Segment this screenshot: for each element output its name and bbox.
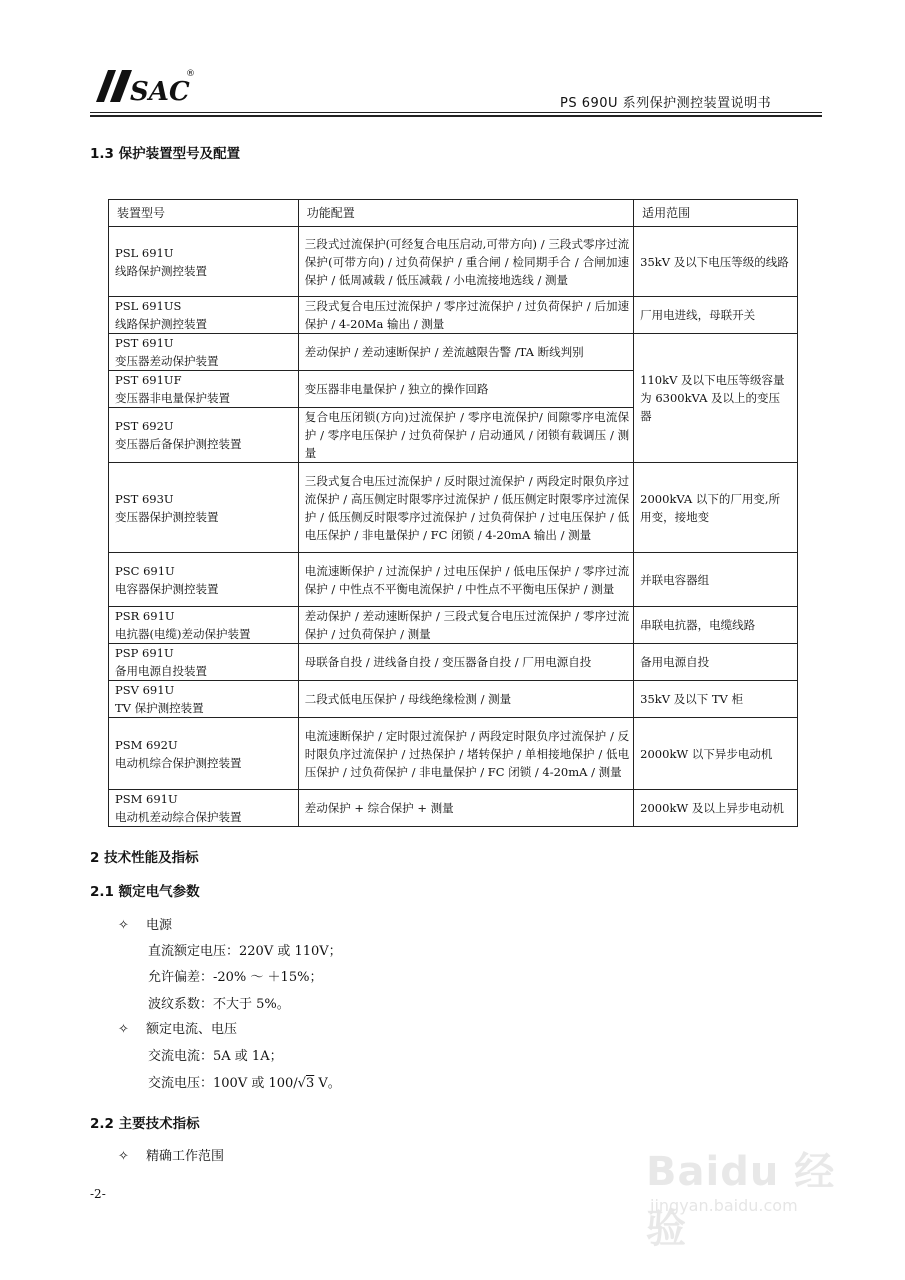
device-cell — [109, 371, 299, 408]
device-model: PST 691UF — [115, 373, 182, 387]
device-name: 电动机综合保护测控装置 — [115, 755, 242, 770]
svg-text:®: ® — [186, 69, 195, 79]
ac-voltage-suffix: V。 — [314, 1076, 341, 1091]
header-rule — [90, 112, 822, 113]
device-model: PSM 691U — [115, 792, 178, 806]
function-cell: 差动保护 / 差动速断保护 / 差流越限告警 /TA 断线判别 — [298, 334, 633, 371]
tolerance-line: 允许偏差：-20% ～ ＋15%； — [148, 970, 323, 985]
device-name: 电动机差动综合保护装置 — [115, 810, 242, 824]
device-model: PSL 691U — [115, 245, 174, 260]
precision-bullet — [118, 1145, 224, 1164]
ac-voltage-line — [148, 1072, 341, 1091]
function-cell: 母联备自投 / 进线备自投 / 变压器备自投 / 厂用电源自投 — [298, 644, 633, 681]
function-cell: 三段式复合电压过流保护 / 零序过流保护 / 过负荷保护 / 后加速保护 / 4-20Ma 输出 / 测量 — [298, 297, 633, 334]
device-cell — [109, 553, 299, 607]
device-cell — [109, 334, 299, 371]
table-row — [109, 681, 798, 718]
precision-label: 精确工作范围 — [146, 1149, 225, 1164]
scope-cell: 35kV 及以下 TV 柜 — [634, 681, 798, 718]
header-rule-thick — [90, 115, 822, 117]
device-model: PSV 691U — [115, 683, 175, 697]
col-header-scope: 适用范围 — [634, 200, 798, 227]
scope-cell: 2000kW 以下异步电动机 — [634, 718, 798, 790]
device-model: PSL 691US — [115, 299, 182, 313]
device-cell — [109, 644, 299, 681]
function-cell: 差动保护 / 差动速断保护 / 三段式复合电压过流保护 / 零序过流保护 / 过负荷保护 / 测量 — [298, 607, 633, 644]
device-cell — [109, 790, 299, 827]
function-cell: 电流速断保护 / 定时限过流保护 / 两段定时限负序过流保护 / 反时限负序过流保护 / 过热保护 / 堵转保护 / 单相接地保护 / 低电压保护 / 过负荷保护 / 非电量保护 / FC 闭锁 / 4-20mA / 测量 — [298, 718, 633, 790]
document-title: PS 690U 系列保护测控装置说明书 — [560, 96, 772, 111]
rated-label: 额定电流、电压 — [146, 1022, 238, 1037]
power-bullet — [118, 914, 172, 933]
rated-bullet — [118, 1018, 237, 1037]
device-cell — [109, 227, 299, 297]
power-label: 电源 — [146, 918, 173, 933]
scope-cell: 并联电容器组 — [634, 553, 798, 607]
device-model: PSM 692U — [115, 737, 178, 752]
table-row — [109, 607, 798, 644]
device-cell — [109, 607, 299, 644]
device-cell — [109, 718, 299, 790]
device-model: PSC 691U — [115, 563, 175, 578]
diamond-star-icon: ✧ — [118, 918, 129, 933]
sac-logo — [90, 62, 200, 108]
device-model: PST 692U — [115, 419, 174, 433]
device-cell — [109, 463, 299, 553]
function-cell: 复合电压闭锁(方向)过流保护 / 零序电流保护/ 间隙零序电流保护 / 零序电压保护 / 过负荷保护 / 启动通风 / 闭锁有载调压 / 测量 — [298, 408, 633, 463]
device-name: 变压器差动保护装置 — [115, 354, 219, 368]
diamond-star-icon: ✧ — [118, 1149, 129, 1164]
ac-current-line: 交流电流：5A 或 1A； — [148, 1049, 283, 1064]
sqrt-symbol: √3 — [297, 1076, 315, 1091]
scope-cell: 备用电源自投 — [634, 644, 798, 681]
scope-cell: 2000kW 及以上异步电动机 — [634, 790, 798, 827]
ac-voltage-prefix: 交流电压：100V 或 100/ — [148, 1076, 298, 1091]
table-row — [109, 297, 798, 334]
device-name: 变压器保护测控装置 — [115, 509, 219, 524]
device-cell — [109, 408, 299, 463]
section-1-3-title: 1.3 保护装置型号及配置 — [90, 146, 241, 162]
scope-cell: 35kV 及以下电压等级的线路 — [634, 227, 798, 297]
col-header-function: 功能配置 — [298, 200, 633, 227]
function-cell: 二段式低电压保护 / 母线绝缘检测 / 测量 — [298, 681, 633, 718]
device-cell — [109, 297, 299, 334]
device-name: 电容器保护测控装置 — [115, 581, 219, 596]
ripple-line: 波纹系数：不大于 5%。 — [148, 997, 290, 1012]
device-model: PSR 691U — [115, 609, 175, 623]
function-cell: 电流速断保护 / 过流保护 / 过电压保护 / 低电压保护 / 零序过流保护 / 中性点不平衡电流保护 / 中性点不平衡电压保护 / 测量 — [298, 553, 633, 607]
table-row — [109, 227, 798, 297]
device-name: 变压器非电量保护装置 — [115, 391, 230, 405]
device-name: TV 保护测控装置 — [115, 701, 204, 715]
device-cell — [109, 681, 299, 718]
table-row — [109, 463, 798, 553]
function-cell: 三段式过流保护(可经复合电压启动,可带方向) / 三段式零序过流保护(可带方向) / 过负荷保护 / 重合闸 / 检同期手合 / 合闸加速保护 / 低周减载 / 低压减载 / 小电流接地选线 / 测量 — [298, 227, 633, 297]
col-header-model: 装置型号 — [109, 200, 299, 227]
table-row — [109, 718, 798, 790]
device-model: PST 693U — [115, 491, 174, 506]
table-row — [109, 334, 798, 371]
device-model: PST 691U — [115, 336, 174, 350]
sqrt-arg: 3 — [305, 1076, 315, 1091]
scope-cell: 串联电抗器，电缆线路 — [634, 607, 798, 644]
watermark-url: jingyan.baidu.com — [650, 1196, 798, 1215]
watermark-brand: Baidu 经验 — [646, 1149, 836, 1252]
device-name: 电抗器(电缆)差动保护装置 — [115, 627, 251, 641]
function-cell: 差动保护 + 综合保护 + 测量 — [298, 790, 633, 827]
device-model: PSP 691U — [115, 646, 174, 660]
function-cell: 变压器非电量保护 / 独立的操作回路 — [298, 371, 633, 408]
scope-cell: 厂用电进线，母联开关 — [634, 297, 798, 334]
scope-cell: 2000kVA 以下的厂用变,所用变，接地变 — [634, 463, 798, 553]
device-config-table — [108, 199, 798, 827]
device-name: 变压器后备保护测控装置 — [115, 437, 242, 451]
device-name: 备用电源自投装置 — [115, 664, 207, 678]
diamond-star-icon: ✧ — [118, 1022, 129, 1037]
function-cell: 三段式复合电压过流保护 / 反时限过流保护 / 两段定时限负序过流保护 / 高压侧定时限零序过流保护 / 低压侧定时限零序过流保护 / 低压侧反时限零序过流保护 / 过负荷保护 / 过电压保护 / 低电压保护 / 非电量保护 / FC 闭锁 / 4-20mA 输出 / 测量 — [298, 463, 633, 553]
section-2-1-title: 2.1 额定电气参数 — [90, 884, 200, 900]
table-row — [109, 553, 798, 607]
device-name: 线路保护测控装置 — [115, 317, 207, 331]
scope-cell: 110kV 及以下电压等级容量为 6300kVA 及以上的变压器 — [634, 334, 798, 463]
table-row — [109, 644, 798, 681]
table-row — [109, 790, 798, 827]
dc-voltage-line: 直流额定电压：220V 或 110V； — [148, 944, 342, 959]
logo-text: SAC — [130, 77, 190, 107]
table-header-row — [109, 200, 798, 227]
baidu-watermark — [640, 1140, 840, 1250]
section-2-title: 2 技术性能及指标 — [90, 850, 199, 866]
page-number: -2- — [90, 1187, 106, 1201]
device-name: 线路保护测控装置 — [115, 263, 207, 278]
section-2-2-title: 2.2 主要技术指标 — [90, 1116, 200, 1132]
